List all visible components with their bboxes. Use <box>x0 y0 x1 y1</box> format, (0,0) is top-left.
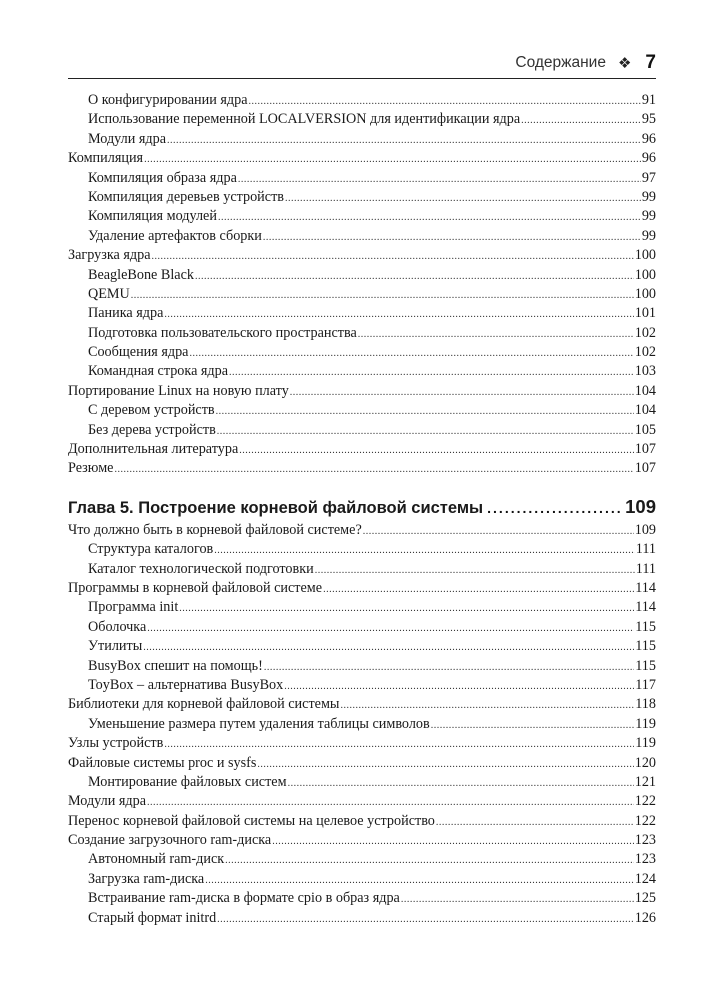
dot-leader <box>323 580 634 599</box>
toc-entry <box>68 579 656 598</box>
toc-entry <box>68 831 656 850</box>
toc-entry <box>68 188 656 207</box>
toc-entry <box>68 889 656 908</box>
toc-entry <box>68 285 656 304</box>
toc-entry-title: Каталог технологической подготовки <box>88 560 314 577</box>
toc-entry-page: 109 <box>625 495 656 517</box>
toc-entry-title: Перенос корневой файловой системы на целевое устройство <box>68 812 435 829</box>
toc-entry-page: 109 <box>634 521 656 538</box>
toc-entry <box>68 540 656 559</box>
dot-leader <box>340 696 634 715</box>
toc-entry-page: 123 <box>634 851 656 868</box>
toc-entry <box>68 598 656 617</box>
running-header-title: Содержание <box>515 54 606 71</box>
toc-entry-page: 99 <box>641 208 656 225</box>
toc-entry-title: Портирование Linux на новую плату <box>68 382 289 399</box>
toc-entry-title: Без дерева устройств <box>88 421 216 438</box>
dot-leader <box>179 599 634 618</box>
toc-entry <box>68 637 656 656</box>
toc-entry-title: Что должно быть в корневой файловой системе? <box>68 521 362 538</box>
dot-leader <box>264 658 634 677</box>
toc-entry-page: 104 <box>634 402 656 419</box>
toc-entry <box>68 382 656 401</box>
dot-leader <box>290 383 634 402</box>
toc-entry <box>68 421 656 440</box>
toc-entry-title: BusyBox спешит на помощь! <box>88 657 263 674</box>
toc-entry-title: С деревом устройств <box>88 402 215 419</box>
dot-leader <box>263 228 641 247</box>
toc-entry-page: 111 <box>635 541 656 558</box>
toc-entry-page: 97 <box>641 169 656 186</box>
toc-entry-title: Узлы устройств <box>68 735 164 752</box>
toc-entry-title: Программа init <box>88 599 179 616</box>
dot-leader <box>358 325 634 344</box>
toc-entry <box>68 734 656 753</box>
header-rule <box>68 78 656 79</box>
toc-entry-title: О конфигурировании ядра <box>88 92 248 108</box>
toc-entry-title: Загрузка ram-диска <box>88 870 205 887</box>
toc-entry-title: Модули ядра <box>68 793 146 810</box>
dot-leader <box>284 677 634 696</box>
toc-entry <box>68 695 656 714</box>
toc-entry-title: Монтирование файловых систем <box>88 773 287 790</box>
toc-entry-page: 124 <box>634 870 656 887</box>
dot-leader <box>436 813 634 832</box>
dot-leader <box>114 460 633 479</box>
toc-entry-page: 96 <box>641 130 656 147</box>
toc-entry-title: Автономный ram-диск <box>88 851 225 868</box>
toc-entry-title: Модули ядра <box>88 130 166 147</box>
toc-entry <box>68 266 656 285</box>
toc-entry-title: Встраивание ram-диска в формате cpio в образ ядра <box>88 890 400 907</box>
toc-entry-title: Удаление артефактов сборки <box>88 227 262 244</box>
toc-entry <box>68 850 656 869</box>
toc-entry-page: 125 <box>634 890 656 907</box>
toc-entry <box>68 343 656 362</box>
toc-entry <box>68 207 656 226</box>
toc-entry-page: 91 <box>641 92 656 108</box>
toc-entry-title: Резюме <box>68 460 114 477</box>
dot-leader <box>431 716 635 735</box>
dot-leader <box>147 619 634 638</box>
toc-entry-title: Компиляция деревьев устройств <box>88 188 284 205</box>
dot-leader <box>217 910 634 929</box>
toc-entry-page: 111 <box>635 560 656 577</box>
toc-entry <box>68 440 656 459</box>
toc-entry-page: 115 <box>635 638 656 655</box>
dot-leader <box>363 522 634 541</box>
toc-entry <box>68 130 656 149</box>
toc-entry-page: 121 <box>634 773 656 790</box>
toc-entry-title: Файловые системы proc и sysfs <box>68 754 257 771</box>
toc-entry <box>68 304 656 323</box>
toc-entry-title: Структура каталогов <box>88 541 214 558</box>
toc-entry-page: 101 <box>634 305 656 322</box>
toc-entry-page: 114 <box>635 599 656 616</box>
ornament-icon: ❖ <box>617 55 632 72</box>
dot-leader <box>272 832 634 851</box>
toc-entry-page: 122 <box>634 793 656 810</box>
toc-entry-title: Глава 5. Построение корневой файловой системы <box>68 498 484 517</box>
dot-leader <box>195 267 634 286</box>
toc-entry-page: 100 <box>634 285 656 302</box>
toc-entry-page: 118 <box>635 696 656 713</box>
page-number: 7 <box>645 52 656 73</box>
toc-entry-page: 100 <box>634 266 656 283</box>
toc-entry-page: 105 <box>634 421 656 438</box>
toc-entry-page: 117 <box>635 676 656 693</box>
toc-entry-page: 119 <box>635 715 656 732</box>
toc-entry-page: 119 <box>635 735 656 752</box>
toc-entry <box>68 227 656 246</box>
toc-entry-title: BeagleBone Black <box>88 266 194 283</box>
toc-entry <box>68 401 656 420</box>
toc-entry-page: 99 <box>641 188 656 205</box>
toc-entry-page: 120 <box>634 754 656 771</box>
dot-leader <box>167 131 641 150</box>
table-of-contents <box>68 91 656 928</box>
toc-entry <box>68 560 656 579</box>
toc-entry <box>68 773 656 792</box>
toc-entry-page: 96 <box>641 150 656 167</box>
toc-entry-page: 126 <box>634 909 656 926</box>
dot-leader <box>521 111 641 130</box>
toc-entry-title: QEMU <box>88 285 130 302</box>
toc-entry <box>68 246 656 265</box>
toc-entry-title: Паника ядра <box>88 305 164 322</box>
toc-entry <box>68 715 656 734</box>
dot-leader <box>152 247 634 266</box>
toc-entry-page: 115 <box>635 657 656 674</box>
toc-entry-title: Старый формат initrd <box>88 909 217 926</box>
toc-entry <box>68 110 656 129</box>
dot-leader <box>214 541 635 560</box>
dot-leader <box>143 638 634 657</box>
toc-entry-page: 107 <box>634 441 656 458</box>
toc-entry <box>68 362 656 381</box>
toc-entry-title: Уменьшение размера путем удаления таблицы символов <box>88 715 430 732</box>
dot-leader <box>216 402 634 421</box>
dot-leader <box>225 851 634 870</box>
toc-chapter-entry <box>68 495 656 519</box>
toc-entry-page: 95 <box>641 111 656 128</box>
toc-entry <box>68 91 656 110</box>
toc-entry-title: Компиляция образа ядра <box>88 169 237 186</box>
toc-entry-page: 102 <box>634 324 656 341</box>
toc-entry <box>68 812 656 831</box>
dot-leader <box>218 208 641 227</box>
dot-leader <box>217 422 634 441</box>
dot-leader <box>164 735 634 754</box>
dot-leader <box>131 286 634 305</box>
toc-entry <box>68 909 656 928</box>
dot-leader <box>205 871 634 890</box>
dot-leader <box>229 363 634 382</box>
toc-entry <box>68 459 656 478</box>
toc-entry-page: 104 <box>634 382 656 399</box>
toc-entry-title: Подготовка пользовательского пространства <box>88 324 357 341</box>
toc-entry-page: 103 <box>634 363 656 380</box>
dot-leader <box>238 170 641 189</box>
dot-leader <box>487 496 621 520</box>
dot-leader <box>288 774 634 793</box>
toc-entry <box>68 618 656 637</box>
dot-leader <box>257 755 633 774</box>
running-header <box>68 51 656 75</box>
toc-entry-title: Загрузка ядра <box>68 247 151 264</box>
toc-entry-title: Библиотеки для корневой файловой системы <box>68 696 340 713</box>
toc-entry <box>68 676 656 695</box>
toc-entry-title: Использование переменной LOCALVERSION для идентификации ядра <box>88 111 521 128</box>
toc-entry-title: Компиляция модулей <box>88 208 217 225</box>
toc-entry-title: Сообщения ядра <box>88 344 189 361</box>
toc-entry-title: Оболочка <box>88 618 147 635</box>
toc-entry-page: 123 <box>634 832 656 849</box>
dot-leader <box>164 305 633 324</box>
toc-entry-page: 107 <box>634 460 656 477</box>
toc-entry <box>68 169 656 188</box>
toc-entry-title: ToyBox – альтернатива BusyBox <box>88 676 284 693</box>
toc-entry-page: 102 <box>634 344 656 361</box>
toc-entry <box>68 521 656 540</box>
toc-entry <box>68 754 656 773</box>
toc-entry-page: 122 <box>634 812 656 829</box>
toc-entry-title: Командная строка ядра <box>88 363 229 380</box>
toc-entry-title: Создание загрузочного ram-диска <box>68 832 272 849</box>
toc-entry-page: 114 <box>635 579 656 596</box>
dot-leader <box>285 189 641 208</box>
toc-entry <box>68 792 656 811</box>
toc-entry-title: Дополнительная литература <box>68 441 239 458</box>
dot-leader <box>315 561 635 580</box>
dot-leader <box>239 441 633 460</box>
toc-entry <box>68 870 656 889</box>
dot-leader <box>147 793 634 812</box>
dot-leader <box>189 344 633 363</box>
toc-entry <box>68 324 656 343</box>
toc-entry-page: 115 <box>635 618 656 635</box>
toc-entry-page: 100 <box>634 247 656 264</box>
toc-entry-page: 99 <box>641 227 656 244</box>
toc-entry <box>68 149 656 168</box>
dot-leader <box>144 150 641 169</box>
toc-entry-title: Утилиты <box>88 638 143 655</box>
toc-entry-title: Программы в корневой файловой системе <box>68 579 323 596</box>
toc-entry-title: Компиляция <box>68 150 144 167</box>
toc-entry <box>68 657 656 676</box>
dot-leader <box>249 92 641 111</box>
dot-leader <box>401 890 634 909</box>
